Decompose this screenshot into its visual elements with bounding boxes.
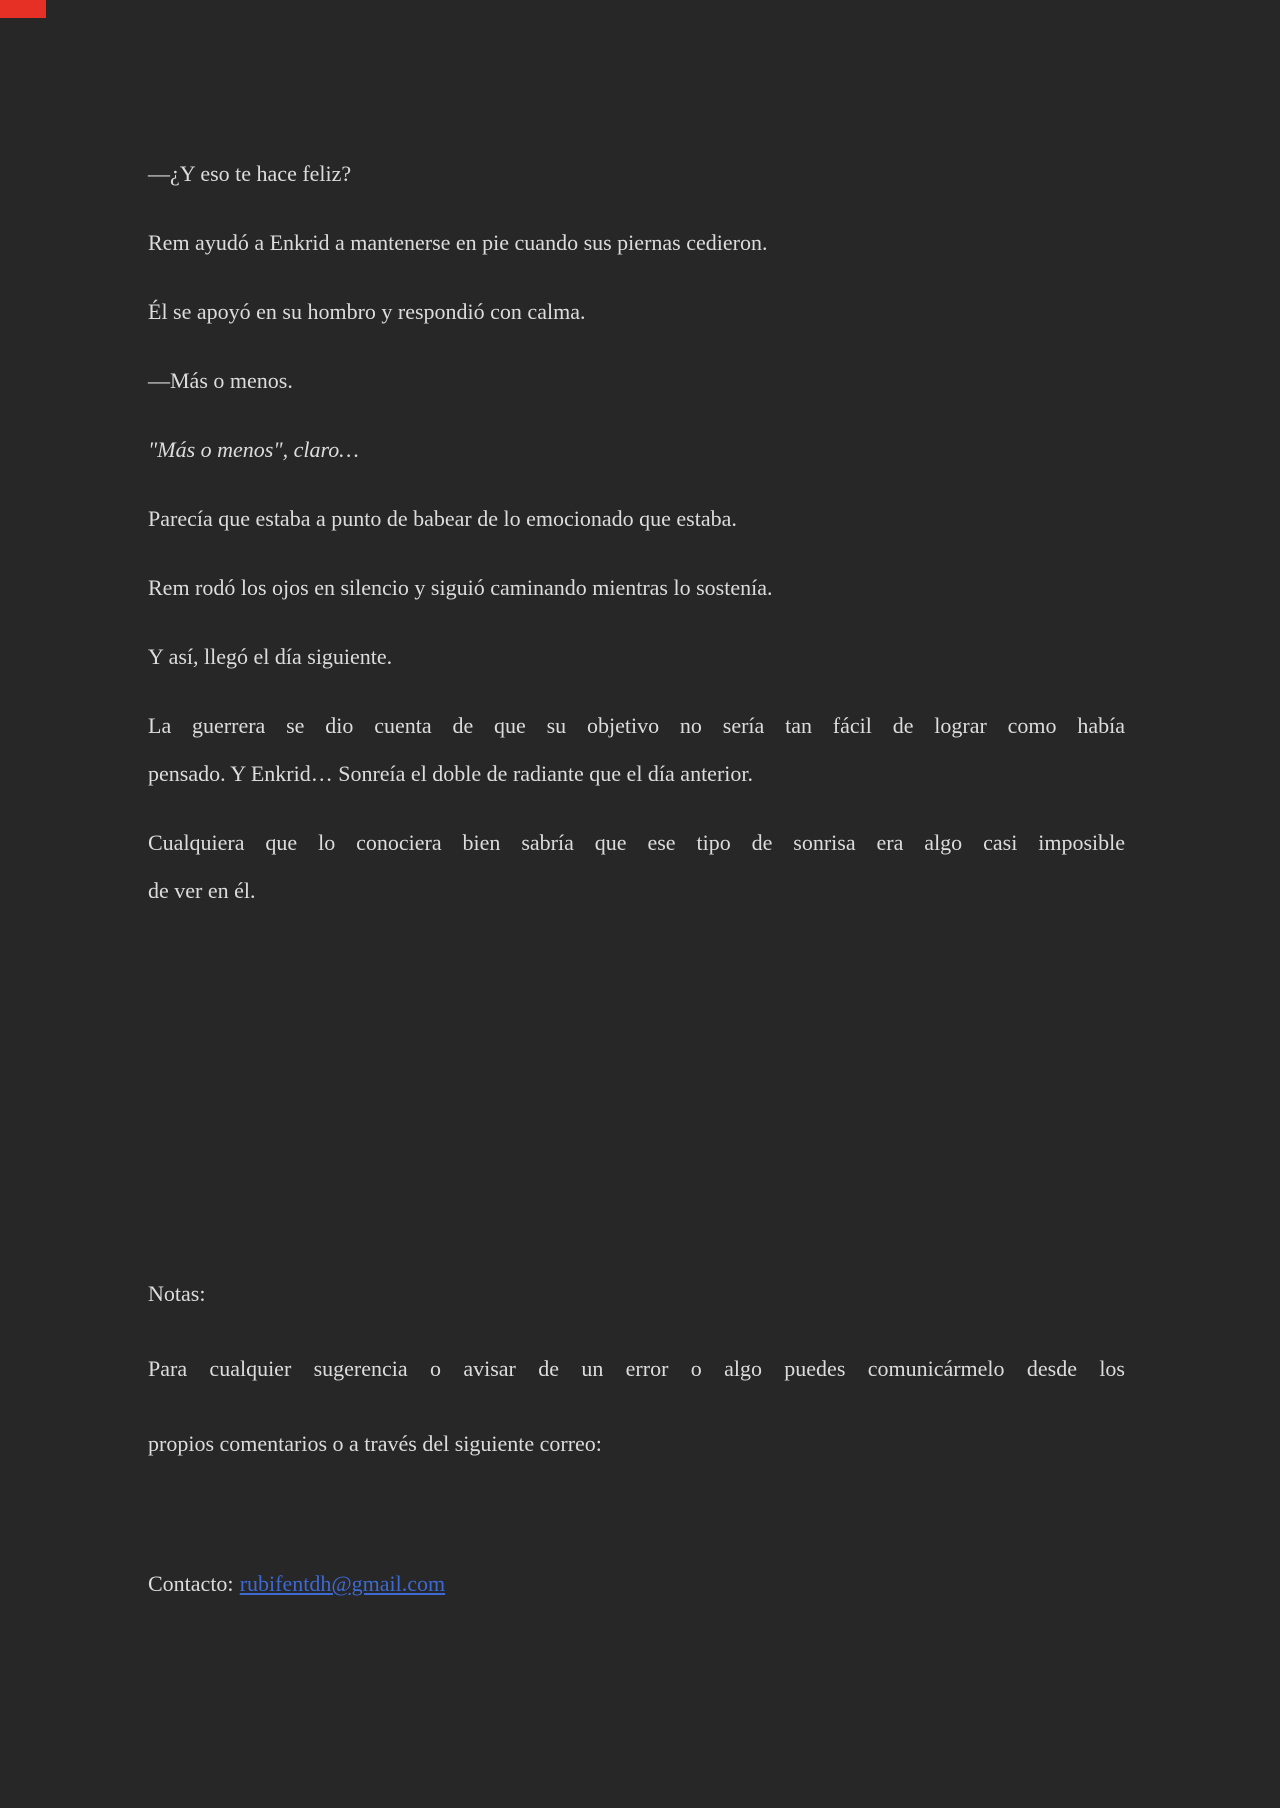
contact-email-link[interactable]: rubifentdh@gmail.com	[239, 1571, 446, 1596]
story-paragraph-7: Rem rodó los ojos en silencio y siguió caminando mientras lo sostenía.	[148, 575, 773, 600]
story-paragraph-1: —¿Y eso te hace feliz?	[148, 161, 352, 186]
notes-heading: Notas:	[148, 1281, 206, 1306]
blank-space	[148, 936, 1125, 1270]
story-paragraph-8: Y así, llegó el día siguiente.	[148, 644, 393, 669]
story-paragraph-3: Él se apoyó en su hombro y respondió con calma.	[148, 299, 586, 324]
story-paragraph-9-line-1: La guerrera se dio cuenta de que su objetivo no sería tan fácil de lograr como había	[148, 713, 1125, 738]
story-paragraph-10-line-1: Cualquiera que lo conociera bien sabría que ese tipo de sonrisa era algo casi imposible	[148, 830, 1125, 855]
story-paragraph-4: —Más o menos.	[148, 368, 293, 393]
story-paragraph-9-line-2: pensado. Y Enkrid… Sonreía el doble de radiante que el día anterior.	[148, 761, 753, 786]
notes-body-line-2: propios comentarios o a través del siguiente correo:	[148, 1431, 602, 1456]
notes-body-line-1: Para cualquier sugerencia o avisar de un error o algo puedes comunicármelo desde los	[148, 1356, 1125, 1381]
story-paragraph-5-italic: "Más o menos", claro…	[148, 437, 359, 462]
contact-label: Contacto:	[148, 1571, 234, 1596]
story-paragraph-2: Rem ayudó a Enkrid a mantenerse en pie cuando sus piernas cedieron.	[148, 230, 768, 255]
contact-line	[148, 1560, 1125, 1608]
story-paragraph-6: Parecía que estaba a punto de babear de lo emocionado que estaba.	[148, 506, 737, 531]
corner-red-marker	[0, 0, 46, 18]
story-paragraph-10-line-2: de ver en él.	[148, 878, 256, 903]
